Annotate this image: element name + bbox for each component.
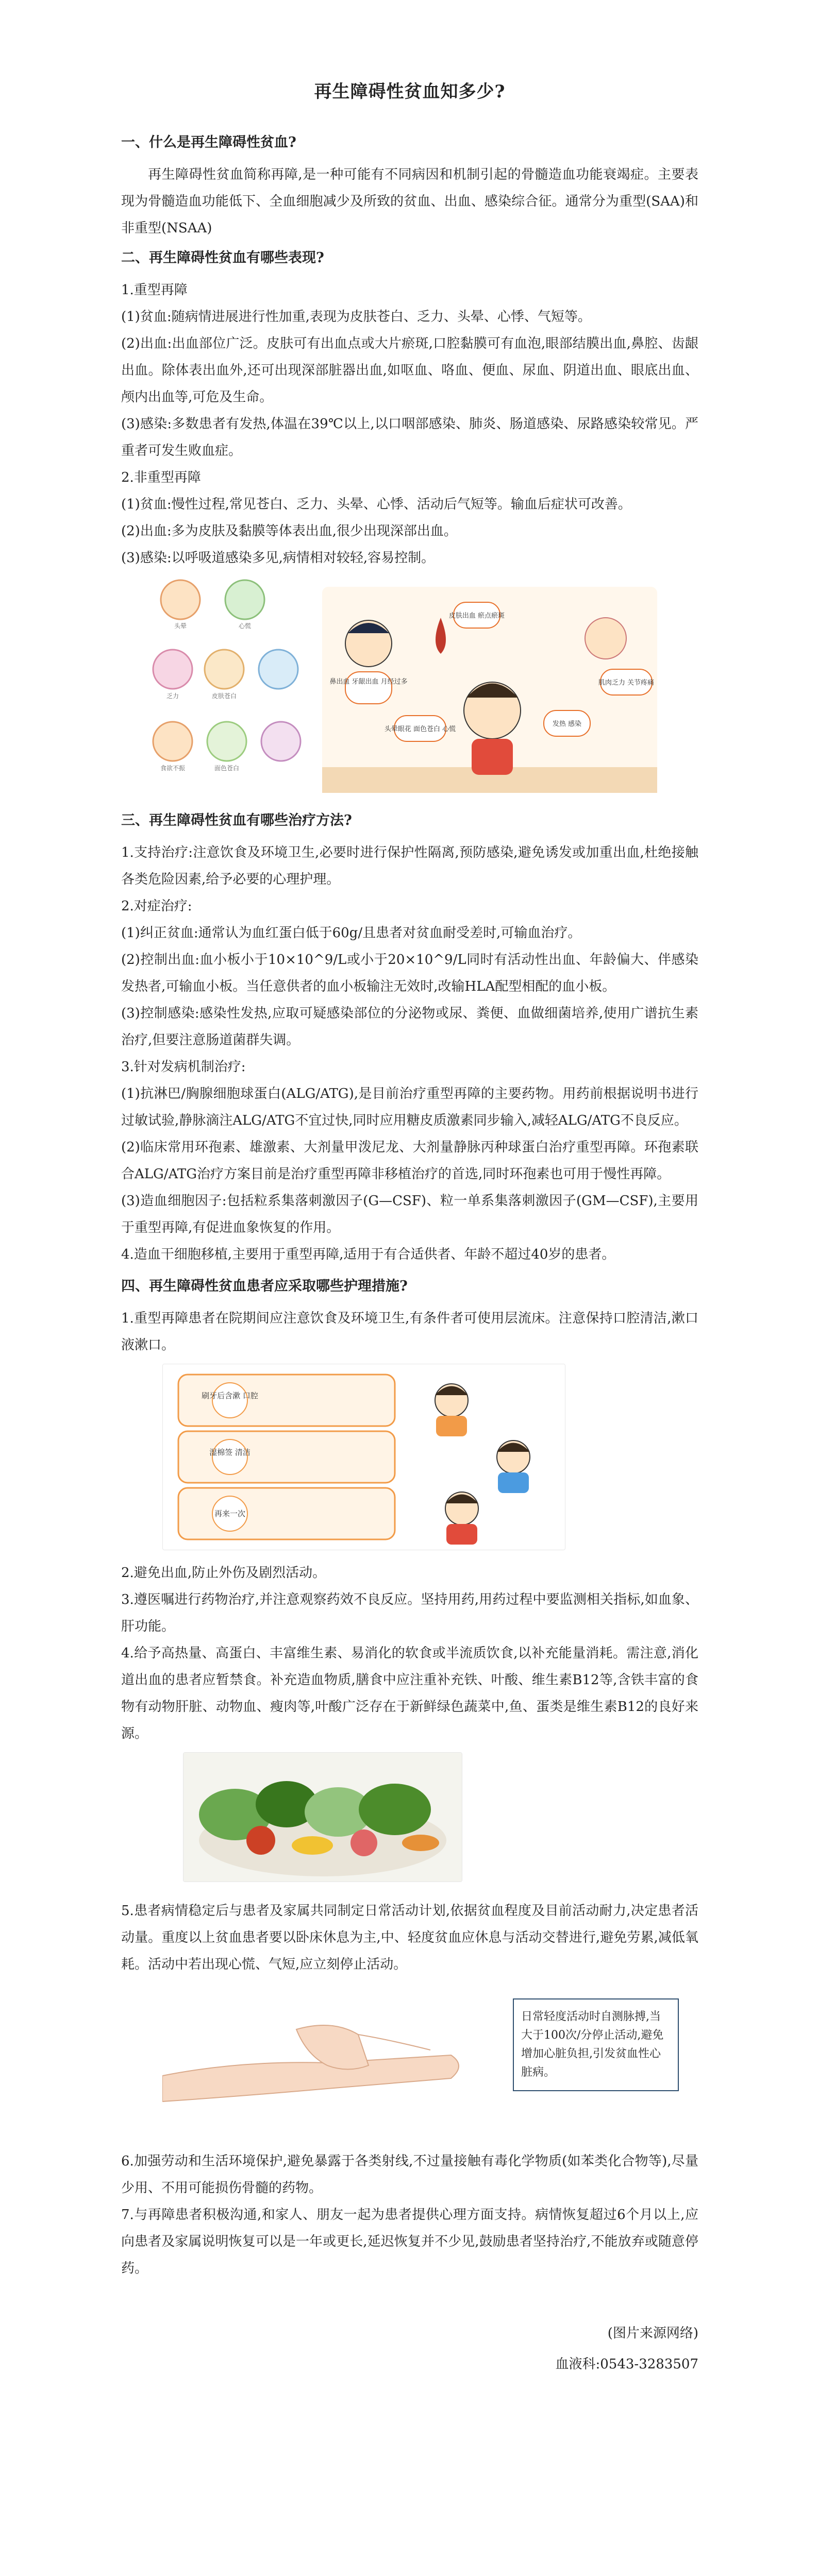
vegetables-photo <box>183 1752 462 1882</box>
care-item-7: 7.与再障患者积极沟通,和家人、朋友一起为患者提供心理方面支持。病情恢复超过6个月以上,应向患者及家属说明恢复可以是一年或更长,延迟恢复并不少见,鼓励患者坚持治疗,不能放弃或随意停药。 <box>121 2207 698 2276</box>
symptom-bubble: 发热 感染 <box>552 720 582 728</box>
care-item-2: 2.避免出血,防止外伤及剧烈活动。 <box>121 1565 326 1581</box>
severe-item-3: (3)感染:多数患者有发热,体温在39℃以上,以口咽部感染、肺炎、肠道感染、尿路感染较常见。严重者可发生败血症。 <box>121 416 698 459</box>
symptom-bubble: 鼻出血 牙龈出血 月经过多 <box>329 678 408 686</box>
treatment-item: (3)造血细胞因子:包括粒系集落刺激因子(G—CSF)、粒一单系集落刺激因子(GM—CSF),主要用于重型再障,有促进血象恢复的作用。 <box>121 1193 698 1235</box>
wrist-pulse-svg <box>162 1998 472 2122</box>
face-label: 皮肤苍白 <box>211 692 237 700</box>
section-1-paragraph: 再生障碍性贫血简称再障,是一种可能有不同病因和机制引起的骨髓造血功能衰竭症。主要表现为骨髓造血功能低下、全血细胞减少及所致的贫血、出血、感染综合征。通常分为重型(SAA)和非重型(NSAA) <box>121 167 698 236</box>
department-contact: 血液科:0543-3283507 <box>555 2357 698 2372</box>
care-item-3: 3.遵医嘱进行药物治疗,并注意观察药效不良反应。坚持用药,用药过程中要监测相关指标,如血象、肝功能。 <box>121 1592 698 1634</box>
step-3-label: 再来一次 <box>214 1509 246 1518</box>
section-4-heading: 四、再生障碍性贫血患者应采取哪些护理措施? <box>121 1278 408 1294</box>
footer <box>121 2318 698 2380</box>
treatment-item: (2)控制出血:血小板小于10×10^9/L或小于20×10^9/L同时有活动性出血、年龄偏大、伴感染发热者,可输血小板。当任意供者的血小板输注无效时,改输HLA配型相配的血小板。 <box>121 952 698 994</box>
image-source-note: (图片来源网络) <box>607 2326 698 2341</box>
face-label: 乏力 <box>166 692 179 700</box>
treatment-item: (2)临床常用环孢素、雄激素、大剂量甲泼尼龙、大剂量静脉丙种球蛋白治疗重型再障。环孢素联合ALG/ATG治疗方案目前是治疗重型再障非移植治疗的首选,同时环孢素也可用于慢性再障。 <box>121 1140 698 1182</box>
care-item-1: 1.重型再障患者在院期间应注意饮食及环境卫生,有条件者可使用层流床。注意保持口腔清洁,漱口液漱口。 <box>121 1311 698 1353</box>
oral-care-illustration <box>162 1364 565 1550</box>
symptoms-illustration-svg <box>152 577 667 798</box>
symptom-bubble: 肌肉乏力 关节疼痛 <box>598 679 655 687</box>
step-2-label: 湿棉签 清洁 <box>209 1448 251 1457</box>
mild-item-2: (2)出血:多为皮肤及黏膜等体表出血,很少出现深部出血。 <box>121 523 457 539</box>
treatment-item: (1)抗淋巴/胸腺细胞球蛋白(ALG/ATG),是目前治疗重型再障的主要药物。用药前根据说明书进行过敏试验,静脉滴注ALG/ATG不宜过快,同时应用糖皮质激素同步输入,减轻ALG/ATG不良反应。 <box>121 1086 698 1128</box>
section-1-heading: 一、什么是再生障碍性贫血? <box>121 134 296 150</box>
arm-bruise-icon <box>585 618 626 659</box>
treatment-item: (1)纠正贫血:通常认为血红蛋白低于60g/且患者对贫血耐受差时,可输血治疗。 <box>121 925 581 941</box>
pulse-tip-box <box>513 1998 679 2091</box>
care-item-6: 6.加强劳动和生活环境保护,避免暴露于各类射线,不过量接触有毒化学物质(如苯类化合物等),尽量少用、不用可能损伤骨髓的药物。 <box>121 2154 698 2196</box>
section-3-heading: 三、再生障碍性贫血有哪些治疗方法? <box>121 812 352 828</box>
mild-item-1: (1)贫血:慢性过程,常见苍白、乏力、头晕、心悸、活动后气短等。输血后症状可改善。 <box>121 497 631 512</box>
face-label: 心慌 <box>238 622 252 630</box>
symptoms-illustration <box>152 577 667 798</box>
step-1-circle <box>212 1383 247 1418</box>
pulse-check-figure <box>121 1998 698 2138</box>
care-item-5: 5.患者病情稳定后与患者及家属共同制定日常活动计划,依据贫血程度及目前活动耐力,决定患者活动量。重度以上贫血患者要以卧床休息为主,中、轻度贫血应休息与活动交替进行,避免劳累,减低氧耗。活动中若出现心慌、气短,应立刻停止活动。 <box>121 1903 698 1972</box>
step-2-circle <box>212 1439 247 1475</box>
face-label: 面色苍白 <box>214 765 240 772</box>
face-label: 头晕 <box>174 622 187 630</box>
severe-item-2: (2)出血:出血部位广泛。皮肤可有出血点或大片瘀斑,口腔黏膜可有血泡,眼部结膜出血,鼻腔、齿龈出血。除体表出血外,还可出现深部脏器出血,如呕血、咯血、便血、尿血、阴道出血、眼底出血、颅内出血等,可危及生命。 <box>121 336 698 405</box>
symptom-bubble: 头晕眼花 面色苍白 心慌 <box>384 725 456 733</box>
face-label: 食欲不振 <box>160 765 186 772</box>
mild-item-3: (3)感染:以呼吸道感染多见,病情相对较轻,容易控制。 <box>121 550 435 566</box>
boy-figure <box>464 682 521 775</box>
treatment-item: 4.造血干细胞移植,主要用于重型再障,适用于有合适供者、年龄不超过40岁的患者。 <box>121 1247 615 1262</box>
section-2-heading: 二、再生障碍性贫血有哪些表现? <box>121 250 324 266</box>
step-1-label: 刷牙后含漱 口腔 <box>202 1391 258 1400</box>
treatment-item: 1.支持治疗:注意饮食及环境卫生,必要时进行保护性隔离,预防感染,避免诱发或加重出血,杜绝接触各类危险因素,给予必要的心理护理。 <box>121 845 698 887</box>
symptom-bubble: 皮肤出血 瘀点瘀斑 <box>448 612 505 620</box>
mild-aplastic-title: 2.非重型再障 <box>121 470 201 485</box>
article-title: 再生障碍性贫血知多少? <box>314 81 506 102</box>
treatment-item: 3.针对发病机制治疗: <box>121 1059 246 1075</box>
care-item-4: 4.给予高热量、高蛋白、丰富维生素、易消化的软食或半流质饮食,以补充能量消耗。需注意,消化道出血的患者应暂禁食。补充造血物质,膳食中应注重补充铁、叶酸、维生素B12等,含铁丰富的食物有动物肝脏、动物血、瘦肉等,叶酸广泛存在于新鲜绿色蔬菜中,鱼、蛋类是维生素B12的良好来源。 <box>121 1646 698 1741</box>
vegetables-svg <box>183 1753 462 1882</box>
oral-care-svg <box>163 1364 565 1550</box>
severe-aplastic-title: 1.重型再障 <box>121 282 188 298</box>
treatment-item: (3)控制感染:感染性发热,应取可疑感染部位的分泌物或尿、粪便、血做细菌培养,使用广谱抗生素治疗,但要注意肠道菌群失调。 <box>121 1006 698 1048</box>
treatment-item: 2.对症治疗: <box>121 899 192 914</box>
pulse-tip-text: 日常轻度活动时自测脉搏,当大于100次/分停止活动,避免增加心脏负担,引发贫血性心脏病。 <box>521 2010 664 2079</box>
article-content <box>121 77 698 2380</box>
doctor-figure <box>345 620 392 667</box>
severe-item-1: (1)贫血:随病情进展进行性加重,表现为皮肤苍白、乏力、头晕、心悸、气短等。 <box>121 309 591 325</box>
